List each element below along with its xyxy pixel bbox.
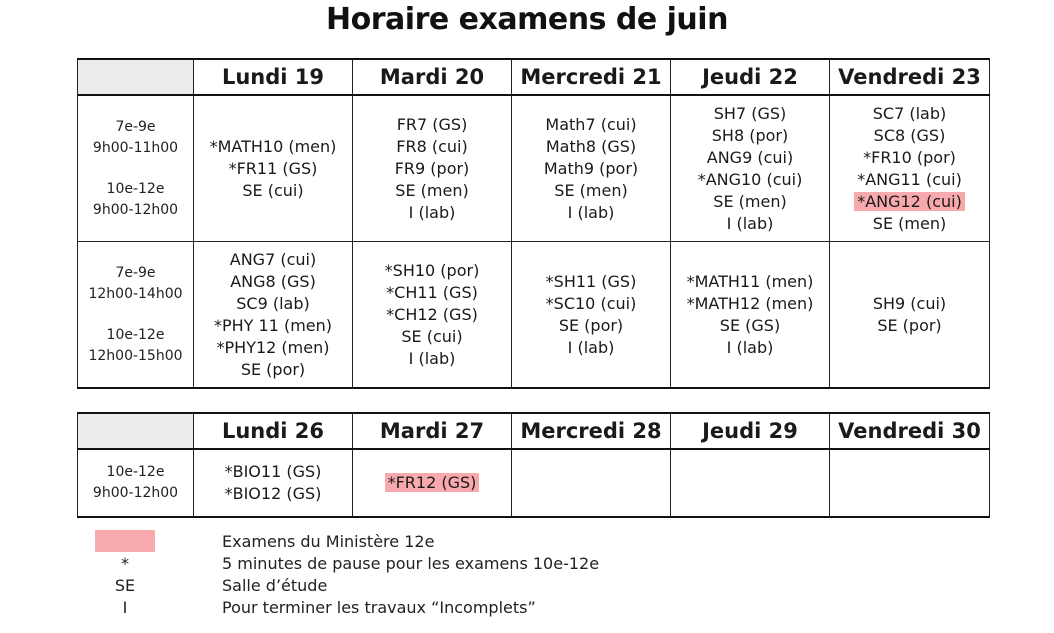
exam-entry: ANG9 (cui) xyxy=(706,147,794,167)
exam-entry: SH8 (por) xyxy=(711,125,789,145)
legend-symbol: SE xyxy=(114,575,136,595)
header-row xyxy=(78,413,990,449)
exam-entry xyxy=(353,472,511,494)
exam-entry: *SH11 (GS) xyxy=(545,271,637,291)
exam-entry: SE (GS) xyxy=(719,315,781,335)
exam-entry: I (lab) xyxy=(567,202,615,222)
exam-entry: SC9 (lab) xyxy=(236,293,310,313)
exam-entry: *CH12 (GS) xyxy=(386,304,478,324)
exam-entry: *SH10 (por) xyxy=(384,260,480,280)
exam-cell xyxy=(512,95,671,242)
exam-entry: *ANG11 (cui) xyxy=(857,169,962,189)
time-slot-line: 10e-12e xyxy=(106,180,165,197)
exam-cell xyxy=(671,242,830,389)
legend xyxy=(95,530,795,618)
time-slot-line xyxy=(78,305,193,325)
exam-entry: *MATH10 (men) xyxy=(209,136,337,156)
exam-entry: SE (cui) xyxy=(242,180,304,200)
exam-entry: I (lab) xyxy=(567,337,615,357)
exam-entry: SE (men) xyxy=(554,180,628,200)
day-header: Mercredi 28 xyxy=(512,413,671,449)
exam-entry: I (lab) xyxy=(726,337,774,357)
exam-entry: SE (cui) xyxy=(401,326,463,346)
schedule-row xyxy=(78,95,990,242)
day-header: Mercredi 21 xyxy=(512,59,671,95)
header-row xyxy=(78,59,990,95)
legend-symbol xyxy=(95,530,155,552)
exam-entry: *ANG10 (cui) xyxy=(697,169,803,189)
exam-entry: ANG7 (cui) xyxy=(229,249,317,269)
exam-entry: SH7 (GS) xyxy=(713,103,787,123)
exam-cell xyxy=(830,242,990,389)
exam-entry: FR8 (cui) xyxy=(396,136,468,156)
legend-row xyxy=(95,552,795,574)
legend-row xyxy=(95,530,795,552)
ministry-exam-highlight: *ANG12 (cui) xyxy=(854,192,965,211)
exam-entry: Math7 (cui) xyxy=(545,114,637,134)
exam-entry: *SC10 (cui) xyxy=(545,293,637,313)
exam-entry: SH9 (cui) xyxy=(872,293,947,313)
exam-entry xyxy=(830,191,989,213)
exam-entry: I (lab) xyxy=(408,202,456,222)
page-title: Horaire examens de juin xyxy=(326,2,728,37)
exam-cell xyxy=(194,242,353,389)
time-slot-line: 10e-12e xyxy=(106,464,165,480)
exam-entry: I (lab) xyxy=(408,348,456,368)
time-slot-line: 12h00-14h00 xyxy=(88,285,183,302)
day-header: Jeudi 29 xyxy=(671,413,830,449)
header-corner xyxy=(78,413,194,449)
legend-text: Examens du Ministère 12e xyxy=(222,531,435,551)
legend-text: Pour terminer les travaux “Incomplets” xyxy=(222,597,536,617)
exam-cell xyxy=(830,95,990,242)
exam-entry: *BIO12 (GS) xyxy=(224,484,322,503)
day-header: Vendredi 30 xyxy=(830,413,990,449)
exam-entry: Math8 (GS) xyxy=(545,136,637,156)
exam-entry: Math9 (por) xyxy=(543,158,639,178)
legend-text: 5 minutes de pause pour les examens 10e-12e xyxy=(222,553,600,573)
exam-cell xyxy=(512,242,671,389)
exam-entry: *MATH12 (men) xyxy=(686,293,814,313)
day-header: Vendredi 23 xyxy=(830,59,990,95)
day-header: Lundi 26 xyxy=(194,413,353,449)
time-slot-line: 7e-9e xyxy=(115,264,156,281)
exam-entry: I (lab) xyxy=(726,213,774,233)
header-corner xyxy=(78,59,194,95)
time-slot-line: 9h00-12h00 xyxy=(92,201,179,218)
exam-cell xyxy=(671,95,830,242)
exam-entry: *CH11 (GS) xyxy=(386,282,478,302)
time-slot-cell xyxy=(78,95,194,242)
exam-entry: FR9 (por) xyxy=(394,158,470,178)
exam-entry: *PHY 11 (men) xyxy=(213,315,333,335)
schedule-row xyxy=(78,242,990,389)
time-slot-cell xyxy=(78,242,194,389)
exam-entry: ANG8 (GS) xyxy=(230,271,316,291)
schedule-table-week1 xyxy=(77,58,990,389)
exam-cell xyxy=(353,242,512,389)
highlight-swatch xyxy=(95,530,155,552)
exam-entry: SE (por) xyxy=(558,315,624,335)
time-slot-line: 10e-12e xyxy=(106,326,165,343)
exam-entry: *FR11 (GS) xyxy=(228,158,318,178)
exam-cell xyxy=(830,449,990,517)
exam-entry: SC7 (lab) xyxy=(872,103,947,123)
time-slot-line xyxy=(78,159,193,179)
schedule-table-week2 xyxy=(77,412,990,518)
legend-row xyxy=(95,574,795,596)
time-slot-cell xyxy=(78,449,194,517)
day-header: Jeudi 22 xyxy=(671,59,830,95)
day-header: Mardi 27 xyxy=(353,413,512,449)
exam-entry: *FR10 (por) xyxy=(863,147,956,167)
legend-text: Salle d’étude xyxy=(222,575,328,595)
exam-entry: *BIO11 (GS) xyxy=(224,462,322,481)
exam-cell xyxy=(353,449,512,517)
exam-cell xyxy=(194,449,353,517)
exam-entry: *PHY12 (men) xyxy=(216,337,330,357)
time-slot-line: 7e-9e xyxy=(115,118,156,135)
exam-entry: SE (men) xyxy=(872,213,947,233)
day-header: Lundi 19 xyxy=(194,59,353,95)
schedule-row xyxy=(78,449,990,517)
exam-cell xyxy=(353,95,512,242)
exam-entry: SE (por) xyxy=(240,359,306,379)
time-slot-line: 9h00-11h00 xyxy=(92,139,179,156)
time-slot-line: 12h00-15h00 xyxy=(88,347,183,364)
legend-symbol: * xyxy=(121,553,129,573)
exam-entry: FR7 (GS) xyxy=(396,114,468,134)
time-slot-line: 9h00-12h00 xyxy=(92,485,179,501)
day-header: Mardi 20 xyxy=(353,59,512,95)
exam-entry: SE (men) xyxy=(395,180,469,200)
exam-entry: *MATH11 (men) xyxy=(686,271,814,291)
exam-entry: SE (por) xyxy=(877,315,942,335)
legend-row xyxy=(95,596,795,618)
ministry-exam-highlight: *FR12 (GS) xyxy=(385,473,480,492)
exam-cell xyxy=(194,95,353,242)
exam-cell xyxy=(512,449,671,517)
exam-cell xyxy=(671,449,830,517)
exam-entry: SC8 (GS) xyxy=(873,125,946,145)
exam-entry: SE (men) xyxy=(713,191,787,211)
legend-symbol: I xyxy=(122,597,128,617)
